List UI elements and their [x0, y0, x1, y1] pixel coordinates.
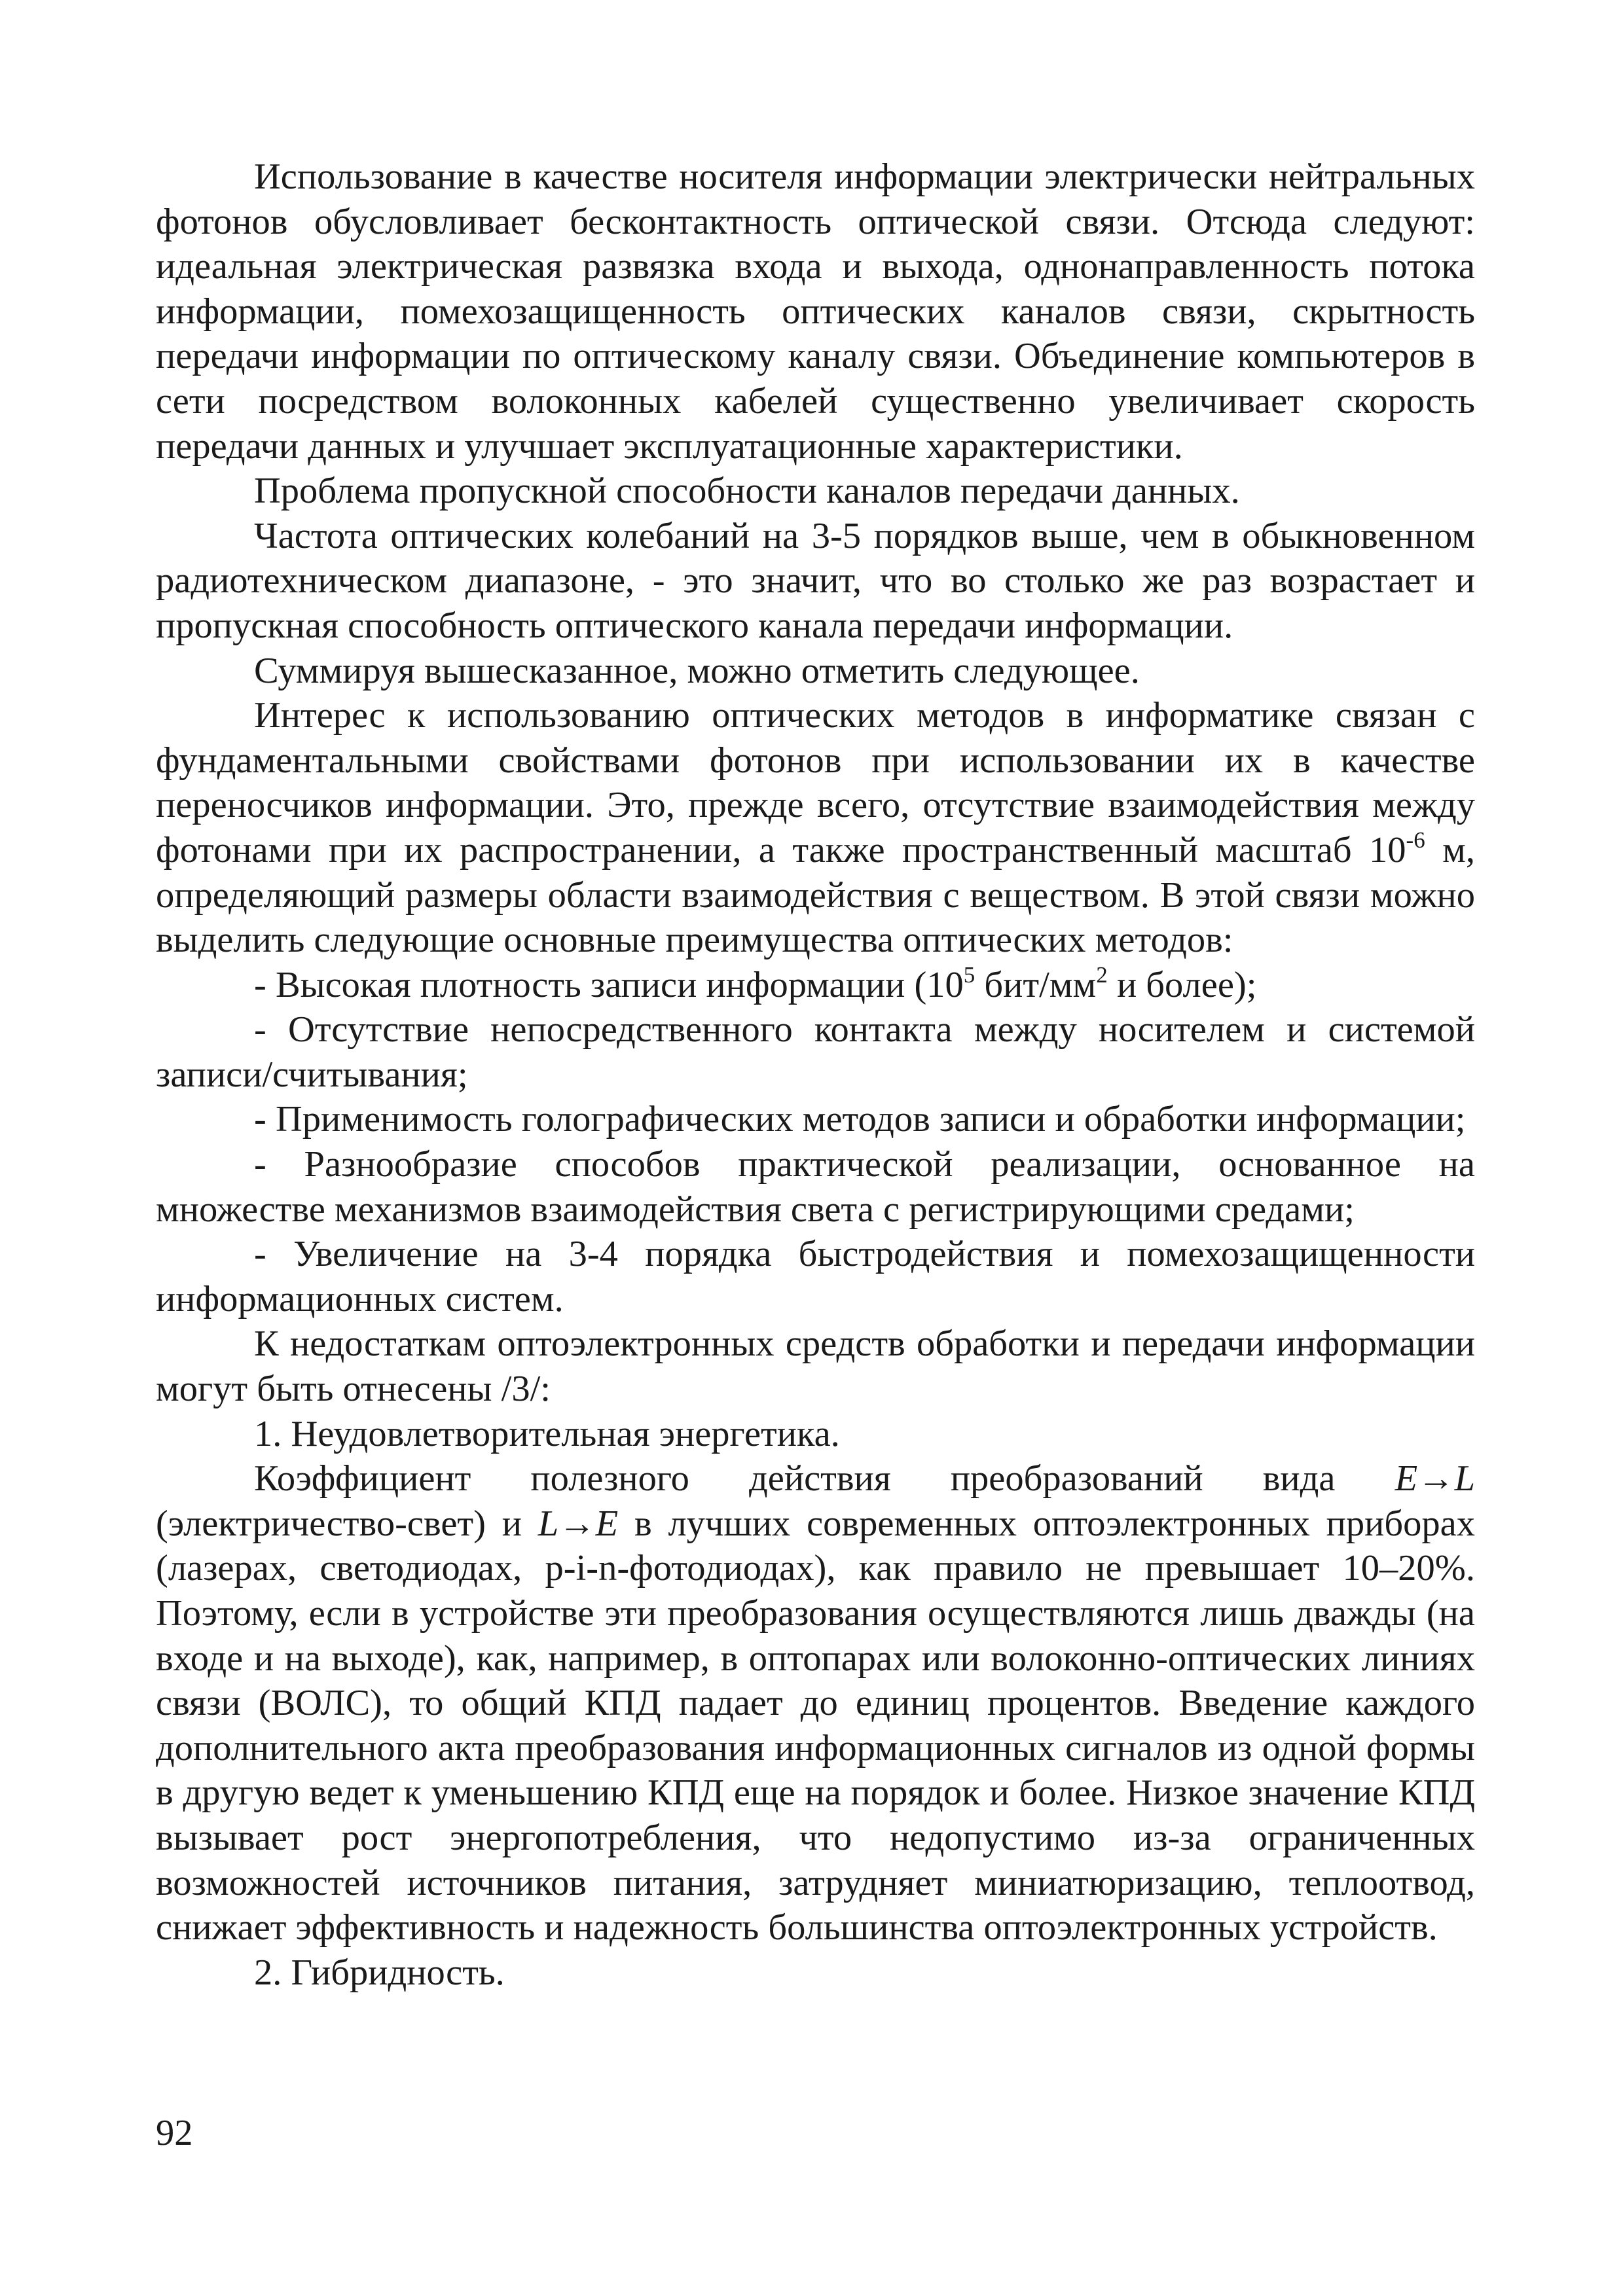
list-item-holographic: - Применимость голографических методов записи и обработки информации; [254, 1099, 1466, 1140]
superscript-exponent: 2 [1096, 962, 1108, 988]
list-item-diversity: - Разнообразие способов практической реализации, основанное на множестве механизмов взаимодействия света с регистрирующими средами; [156, 1144, 1475, 1230]
paragraph-hybridity-heading: 2. Гибридность. [254, 1952, 505, 1993]
text-fragment: - Высокая плотность записи информации (10 [254, 964, 964, 1005]
paragraph-photons-carriers: Использование в качестве носителя информации электрически нейтральных фотонов обусловливает бесконтактность оптической связи. Отсюда следуют: идеальная электрическая развязка входа и выхода, однонаправленность потока информации, помехозащищенность оптических каналов связи, скрытность передачи информации по оптическому каналу связи. Объединение компьютеров в сети посредством волоконных кабелей существенно увеличивает скорость передачи данных и улучшает эксплуатационные характеристики. [156, 156, 1475, 467]
list-item-speed-increase: - Увеличение на 3-4 порядка быстродействия и помехозащищенности информационных систем. [156, 1234, 1475, 1319]
paragraph-optical-methods-interest [156, 693, 1475, 963]
text-fragment: Интерес к использованию оптических методов в информатике связан с фундаментальными свойствами фотонов при использовании их в качестве переносчиков информации. Это, прежде всего, отсутствие взаимодействия между фотонами при их распространении, а также пространственный масштаб 10 [156, 695, 1475, 870]
superscript-exponent: -6 [1406, 827, 1425, 853]
body-text [156, 154, 1475, 1995]
paragraph-bandwidth-problem: Проблема пропускной способности каналов передачи данных. [254, 471, 1240, 512]
text-fragment: м, определяющий размеры области взаимодействия с веществом. В этой связи можно выделить следующие основные преимущества оптических методов: [156, 829, 1475, 961]
paragraph-efficiency [156, 1456, 1475, 1950]
formula-l-to-e: L→E [538, 1503, 619, 1544]
text-fragment: Коэффициент полезного действия преобразований вида [254, 1458, 1395, 1499]
paragraph-summary: Суммируя вышесказанное, можно отметить следующее. [254, 650, 1140, 691]
page-number: 92 [156, 2113, 193, 2153]
paragraph-optical-frequency: Частота оптических колебаний на 3-5 порядков выше, чем в обыкновенном радиотехническом диапазоне, - это значит, что во столько же раз возрастает и пропускная способность оптического канала передачи информации. [156, 515, 1475, 646]
text-fragment: в лучших современных оптоэлектронных приборах (лазерах, светодиодах, p-i-n-фотодиодах), как правило не превышает 10–20%. Поэтому, если в устройстве эти преобразования осуществляются лишь дважды (на входе и на выходе), как, например, в оптопарах или волоконно-оптических линиях связи (ВОЛС), то общий КПД падает до единиц процентов. Введение каждого дополнительного акта преобразования информационных сигналов из одной формы в другую ведет к уменьшению КПД еще на порядок и более. Низкое значение КПД вызывает рост энергопотребления, что недопустимо из-за ограниченных возможностей источников питания, затрудняет миниатюризацию, теплоотвод, снижает эффективность и надежность большинства оптоэлектронных устройств. [156, 1503, 1475, 1948]
superscript-exponent: 5 [963, 962, 976, 988]
paragraph-energetics-heading: 1. Неудовлетворительная энергетика. [254, 1413, 840, 1454]
text-fragment: (электричество-свет) и [156, 1503, 538, 1544]
list-item-recording-density [156, 963, 1475, 1008]
text-fragment: бит/мм [975, 964, 1097, 1005]
list-item-no-contact: - Отсутствие непосредственного контакта между носителем и системой записи/считывания; [156, 1009, 1475, 1095]
formula-e-to-l: E→L [1395, 1458, 1475, 1499]
text-fragment: и более); [1107, 964, 1257, 1005]
paragraph-disadvantages: К недостаткам оптоэлектронных средств обработки и передачи информации могут быть отнесены /3/: [156, 1323, 1475, 1410]
